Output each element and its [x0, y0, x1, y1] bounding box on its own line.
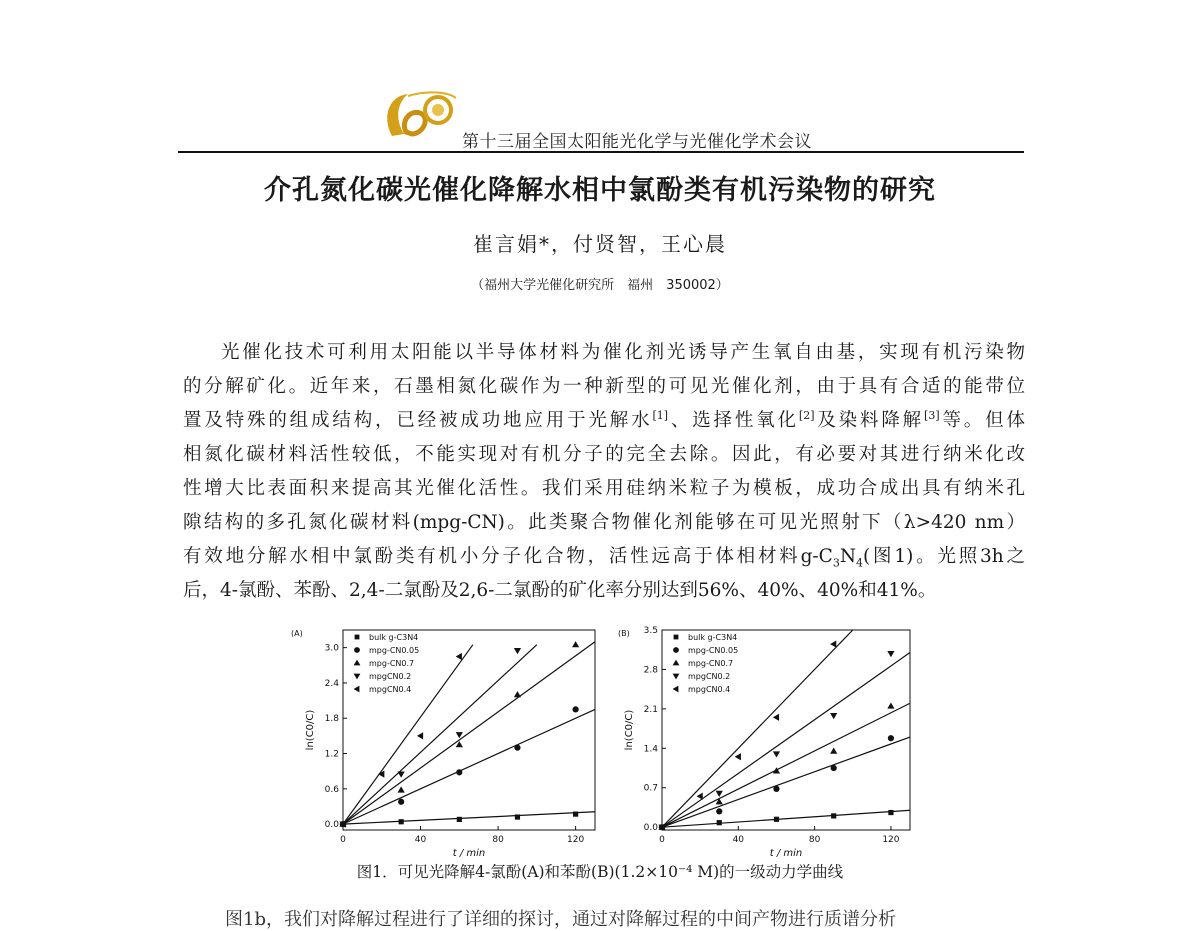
citation-ref-3: [3] — [924, 408, 940, 422]
affiliation: （福州大学光催化研究所 福州 350002） — [471, 278, 729, 293]
legend-label: mpg-CN0.7 — [688, 659, 734, 668]
abstract-line-2: 的分解矿化。近年来，石墨相氮化碳作为一种新型的可见光催化剂，由于具有合适的能带位 — [183, 376, 1025, 397]
fit-line — [343, 709, 595, 824]
data-point — [717, 820, 722, 825]
data-point — [773, 751, 780, 757]
data-point — [514, 745, 520, 751]
citation-ref-2: [2] — [798, 408, 815, 422]
subscript: 4 — [856, 556, 864, 570]
abstract-text: (图1)。光照3h之 — [863, 546, 1025, 567]
data-point — [573, 706, 579, 712]
data-point — [888, 810, 893, 815]
abstract-line-1: 光催化技术可利用太阳能以半导体材料为催化剂光诱导产生氧自由基，实现有机污染物 — [221, 342, 1025, 363]
fit-line — [662, 703, 910, 827]
data-point — [831, 765, 837, 771]
abstract-text: 及染料降解 — [814, 410, 925, 431]
y-tick-label: 0.7 — [643, 783, 658, 794]
data-point — [830, 640, 836, 647]
legend-marker — [354, 647, 360, 653]
data-point — [572, 641, 579, 647]
y-tick-label: 2.4 — [324, 678, 339, 689]
data-point — [457, 817, 462, 822]
abstract-line-8: 后，4-氯酚、苯酚、2,4-二氯酚及2,6-二氯酚的矿化率分别达到56%、40%、40%和41%。 — [183, 580, 937, 601]
data-point — [515, 814, 520, 819]
abstract-text: 、选择性氧化 — [668, 410, 799, 431]
conference-title: 第十三届全国太阳能光化学与光催化学术会议 — [462, 132, 812, 152]
data-point — [773, 714, 779, 721]
abstract-text: N — [839, 546, 857, 567]
panel-label: (B) — [618, 629, 630, 638]
legend-marker — [354, 674, 361, 680]
data-point — [398, 799, 404, 805]
data-point — [456, 732, 463, 738]
data-point — [573, 812, 578, 817]
legend-marker — [673, 686, 679, 693]
data-point — [831, 813, 836, 818]
y-tick-label: 1.2 — [324, 749, 339, 760]
data-point — [716, 808, 722, 814]
x-tick-label: 120 — [567, 835, 585, 845]
fit-line — [343, 642, 595, 824]
chart-b — [612, 622, 922, 862]
x-tick-label: 0 — [659, 835, 665, 845]
x-axis-label: t / min — [452, 848, 486, 859]
y-axis-label: ln(C0/C) — [624, 709, 635, 751]
series-2 — [658, 702, 910, 829]
fit-line — [662, 737, 910, 827]
legend-label: bulk g-C3N4 — [688, 633, 738, 642]
legend-label: mpgCN0.2 — [369, 672, 412, 681]
y-tick-label: 3.0 — [324, 643, 339, 654]
chart-b-svg — [612, 622, 922, 862]
series-2 — [339, 641, 595, 827]
legend-label: mpgCN0.2 — [688, 672, 731, 681]
data-point — [456, 653, 462, 660]
data-point — [735, 753, 741, 760]
fit-line — [343, 812, 595, 824]
chart-a — [285, 622, 605, 862]
legend-marker — [673, 647, 679, 653]
y-tick-label: 2.8 — [643, 665, 658, 676]
data-point — [830, 748, 837, 754]
y-tick-label: 3.5 — [643, 626, 658, 636]
data-point — [830, 713, 837, 719]
legend-label: bulk g-C3N4 — [369, 633, 419, 642]
data-point — [514, 648, 521, 654]
data-point — [887, 651, 894, 657]
series-1 — [659, 735, 910, 830]
abstract-line-7 — [183, 540, 1025, 574]
chart-a-svg — [285, 622, 605, 862]
legend-label: mpgCN0.4 — [369, 685, 412, 694]
series-0 — [340, 812, 595, 827]
y-tick-label: 1.4 — [643, 744, 658, 755]
legend-label: mpg-CN0.05 — [688, 646, 739, 655]
legend-marker — [354, 686, 360, 693]
data-point — [399, 819, 404, 824]
legend-marker — [354, 660, 361, 666]
figure-caption: 图1．可见光降解4-氯酚(A)和苯酚(B)(1.2×10⁻⁴ M)的一级动力学曲线 — [356, 863, 844, 881]
fit-line — [662, 810, 910, 827]
abstract-text: 等。但体 — [939, 410, 1025, 431]
data-point — [697, 793, 703, 800]
conference-logo — [378, 88, 458, 144]
abstract-line-3 — [183, 404, 1025, 438]
data-point — [774, 817, 779, 822]
data-point — [456, 769, 462, 775]
legend-marker — [673, 674, 680, 680]
x-tick-label: 40 — [414, 835, 427, 845]
data-point — [716, 791, 723, 797]
y-tick-label: 0.0 — [643, 823, 658, 834]
legend-marker — [674, 635, 679, 640]
series-0 — [659, 810, 910, 830]
y-tick-label: 2.1 — [643, 704, 658, 715]
data-point — [514, 691, 521, 697]
abstract-text: 有效地分解水相中氯酚类有机小分子化合物，活性远高于体相材料g-C — [183, 546, 833, 567]
legend-marker — [673, 660, 680, 666]
panel-label: (A) — [291, 629, 303, 638]
x-tick-label: 80 — [808, 835, 821, 845]
abstract — [183, 336, 1025, 608]
subscript: 3 — [832, 556, 840, 570]
continuation-text: 图1b，我们对降解过程进行了详细的探讨，通过对降解过程的中间产物进行质谱分析 — [225, 909, 896, 930]
y-axis-label: ln(C0/C) — [305, 709, 316, 751]
abstract-text: 置及特殊的组成结构，已经被成功地应用于光解水 — [183, 410, 653, 431]
header-rule — [178, 151, 1024, 153]
data-point — [888, 735, 894, 741]
authors: 崔言娟*，付贤智，王心晨 — [473, 232, 727, 256]
abstract-line-4: 相氮化碳材料活性较低，不能实现对有机分子的完全去除。因此，有必要对其进行纳米化改 — [183, 444, 1025, 465]
data-point — [398, 772, 405, 778]
data-point — [398, 786, 405, 792]
x-tick-label: 120 — [882, 835, 900, 845]
data-point — [773, 786, 779, 792]
data-point — [887, 702, 894, 708]
paper-title: 介孔氮化碳光催化降解水相中氯酚类有机污染物的研究 — [264, 175, 936, 206]
x-tick-label: 40 — [732, 835, 745, 845]
citation-ref-1: [1] — [652, 408, 669, 422]
series-1 — [340, 706, 595, 827]
data-point — [417, 732, 423, 739]
abstract-line-5: 性增大比表面积来提高其光催化活性。我们采用硅纳米粒子为模板，成功合成出具有纳米孔 — [183, 478, 1025, 499]
y-tick-label: 0.6 — [324, 784, 339, 795]
data-point — [716, 798, 723, 804]
x-tick-label: 0 — [340, 835, 346, 845]
legend-label: mpg-CN0.05 — [369, 646, 420, 655]
abstract-line-6: 隙结构的多孔氮化碳材料(mpg-CN)。此类聚合物催化剂能够在可见光照射下（λ>420 nm） — [183, 512, 1025, 533]
y-tick-label: 0.0 — [324, 820, 339, 831]
legend-label: mpg-CN0.7 — [369, 659, 415, 668]
x-tick-label: 80 — [492, 835, 504, 845]
y-tick-label: 1.8 — [324, 714, 339, 725]
legend-label: mpgCN0.4 — [688, 685, 731, 694]
x-axis-label: t / min — [769, 848, 803, 859]
legend-marker — [355, 635, 360, 640]
